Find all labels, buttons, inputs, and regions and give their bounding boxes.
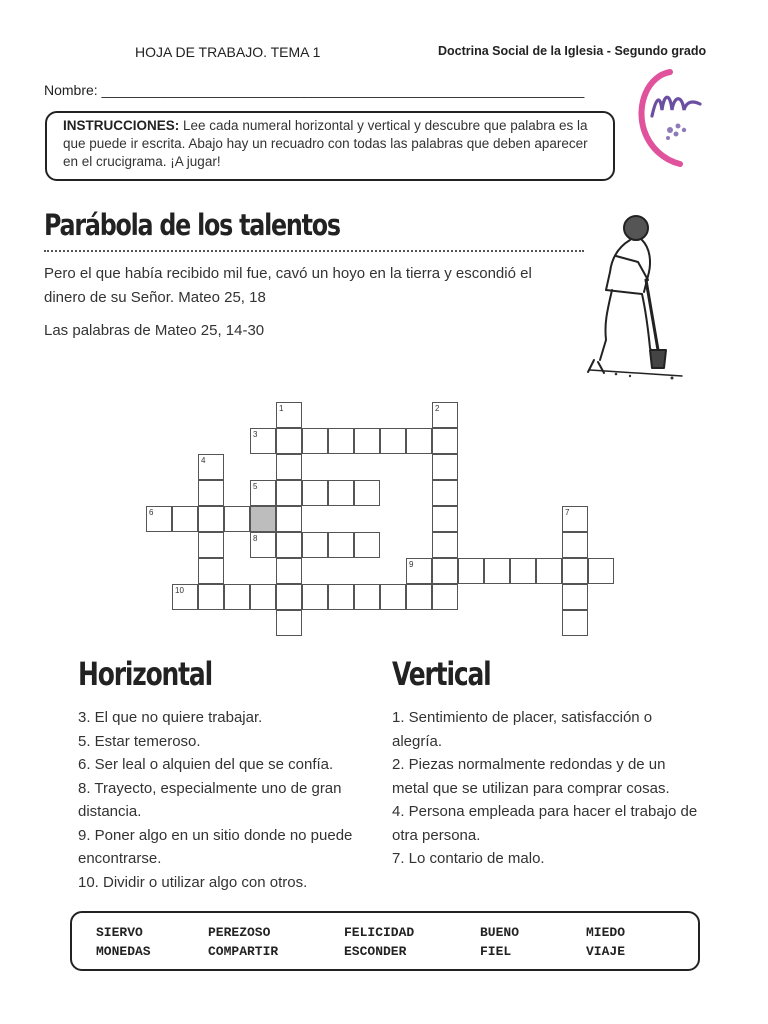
instructions-box (45, 111, 615, 181)
word-bank-item: FELICIDAD (344, 925, 415, 940)
clue-vertical-7: 7. Lo contario de malo. (392, 850, 545, 867)
crossword-cell[interactable] (276, 558, 302, 584)
clue-number: 4 (201, 456, 206, 465)
clue-horizontal-9: 9. Poner algo en un sitio donde no puede encontrarse. (78, 826, 353, 867)
crossword-cell[interactable] (276, 532, 302, 558)
crossword-cell[interactable] (432, 558, 458, 584)
crossword-cell[interactable] (354, 428, 380, 454)
instructions-text: Lee cada numeral horizontal y vertical y descubre que palabra es la que puede ir escrita. Abajo hay un recuadro con todas las palabras que deben aparecer en el crucigrama. ¡A jugar! (63, 118, 588, 169)
word-bank-item: SIERVO (96, 925, 143, 940)
vertical-heading: Vertical (392, 655, 491, 693)
crossword-cell[interactable] (250, 506, 276, 532)
clue-number: 7 (565, 508, 570, 517)
clue-horizontal-3: 3. El que no quiere trabajar. (78, 709, 263, 726)
crossword-cell[interactable] (276, 506, 302, 532)
crossword-cell[interactable] (510, 558, 536, 584)
clue-number: 1 (279, 404, 284, 413)
crossword-cell[interactable] (224, 584, 250, 610)
word-bank-item: MONEDAS (96, 944, 151, 959)
page-title: Parábola de los talentos (44, 208, 340, 242)
crossword-cell[interactable] (406, 428, 432, 454)
vertical-clues (392, 706, 702, 871)
crossword-cell[interactable] (224, 506, 250, 532)
clue-number: 9 (409, 560, 414, 569)
bible-verse: Pero el que había recibido mil fue, cavó un hoyo en la tierra y escondió el dinero de su Señor. Mateo 25, 18 (44, 265, 532, 306)
clue-number: 10 (175, 586, 184, 595)
crossword-cell[interactable] (354, 532, 380, 558)
crossword-cell[interactable] (432, 428, 458, 454)
crossword-cell[interactable] (432, 480, 458, 506)
crossword-cell[interactable] (302, 428, 328, 454)
word-bank-item: ESCONDER (344, 944, 407, 959)
crossword-cell[interactable] (276, 584, 302, 610)
crossword-cell[interactable] (562, 558, 588, 584)
crossword-cell[interactable] (302, 532, 328, 558)
clue-number: 6 (149, 508, 154, 517)
horizontal-heading: Horizontal (78, 655, 212, 693)
crossword-cell[interactable] (198, 584, 224, 610)
word-bank-item: PEREZOSO (208, 925, 271, 940)
word-bank-item: FIEL (480, 944, 512, 959)
crossword-cell[interactable] (354, 480, 380, 506)
clue-number: 2 (435, 404, 440, 413)
word-bank-item: VIAJE (586, 944, 626, 959)
school-logo-icon (630, 64, 716, 168)
crossword-cell[interactable] (276, 610, 302, 636)
crossword-cell[interactable] (406, 584, 432, 610)
crossword-cell[interactable] (328, 428, 354, 454)
worksheet-title: HOJA DE TRABAJO. TEMA 1 (135, 44, 321, 60)
word-bank-item: COMPARTIR (208, 944, 279, 959)
crossword-cell[interactable] (276, 454, 302, 480)
crossword-cell[interactable] (276, 480, 302, 506)
clue-horizontal-10: 10. Dividir o utilizar algo con otros. (78, 873, 308, 891)
crossword-cell[interactable] (432, 454, 458, 480)
name-field[interactable]: Nombre: ______________________________________________________________ (44, 82, 585, 98)
crossword-cell[interactable] (198, 506, 224, 532)
crossword-cell[interactable] (588, 558, 614, 584)
title-divider (44, 250, 584, 252)
crossword-cell[interactable] (562, 584, 588, 610)
crossword-cell[interactable] (484, 558, 510, 584)
crossword-cell[interactable] (380, 428, 406, 454)
clue-horizontal-5: 5. Estar temeroso. (78, 732, 201, 750)
crossword-cell[interactable] (198, 532, 224, 558)
clue-number: 5 (253, 482, 258, 491)
word-bank-item: BUENO (480, 925, 520, 940)
crossword-cell[interactable] (432, 506, 458, 532)
digging-boy-illustration-icon (586, 210, 686, 385)
crossword-cell[interactable] (198, 480, 224, 506)
clue-vertical-2: 2. Piezas normalmente redondas y de un metal que se utilizan para comprar cosas. (392, 756, 670, 797)
crossword-cell[interactable] (302, 584, 328, 610)
crossword-cell[interactable] (198, 558, 224, 584)
crossword-cell[interactable] (172, 506, 198, 532)
instructions-label: INSTRUCCIONES: (63, 118, 180, 133)
crossword-cell[interactable] (562, 610, 588, 636)
crossword-cell[interactable] (432, 532, 458, 558)
clue-vertical-1: 1. Sentimiento de placer, satisfacción o alegría. (392, 709, 653, 750)
crossword-cell[interactable] (562, 532, 588, 558)
crossword-cell[interactable] (354, 584, 380, 610)
crossword-cell[interactable] (432, 584, 458, 610)
crossword-cell[interactable] (302, 480, 328, 506)
horizontal-clues (78, 706, 378, 894)
crossword-cell[interactable] (458, 558, 484, 584)
crossword-cell[interactable] (328, 480, 354, 506)
crossword-cell[interactable] (250, 584, 276, 610)
crossword-cell[interactable] (276, 428, 302, 454)
clue-number: 8 (253, 534, 258, 543)
clue-horizontal-6: 6. Ser leal o alquien del que se confía. (78, 756, 334, 773)
course-subtitle: Doctrina Social de la Iglesia - Segundo grado (438, 44, 707, 58)
crossword-cell[interactable] (328, 584, 354, 610)
word-bank-item: MIEDO (586, 925, 626, 940)
clue-vertical-4: 4. Persona empleada para hacer el trabajo de otra persona. (392, 803, 698, 844)
crossword-cell[interactable] (536, 558, 562, 584)
clue-horizontal-8: 8. Trayecto, especialmente uno de gran distancia. (78, 779, 342, 820)
scripture-reference: Las palabras de Mateo 25, 14-30 (44, 322, 265, 339)
crossword-cell[interactable] (328, 532, 354, 558)
word-bank (70, 911, 700, 971)
clue-number: 3 (253, 430, 258, 439)
crossword-cell[interactable] (380, 584, 406, 610)
